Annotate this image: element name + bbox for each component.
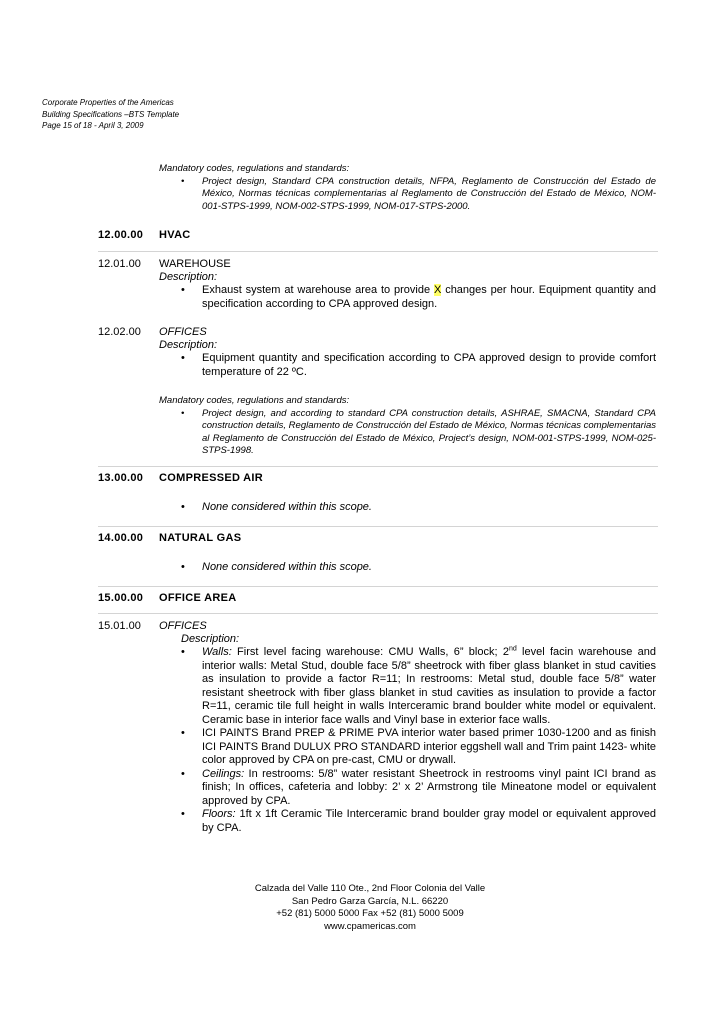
mandatory-codes-block-1 (159, 163, 656, 213)
header-line-1: Corporate Properties of the Americas (42, 98, 174, 107)
section-12-01-content (159, 258, 656, 311)
superscript: nd (508, 645, 517, 653)
bullet-icon: • (181, 352, 185, 364)
footer-website: www.cpamericas.com (324, 920, 416, 932)
list-item-text: None considered within this scope. (202, 561, 372, 573)
bullet-icon: • (181, 646, 185, 658)
page-footer (200, 883, 540, 933)
floors-label: Floors: (202, 808, 236, 820)
list-item (159, 561, 656, 575)
list-item-walls (159, 646, 656, 727)
description-label: Description: (181, 633, 240, 645)
section-title: HVAC (159, 229, 191, 241)
list-item-text: Equipment quantity and specification according to CPA approved design to provide comfort temperature of 22 ºC. (202, 352, 656, 378)
divider (98, 251, 658, 252)
list-item-paint (159, 727, 656, 768)
section-number: 15.00.00 (98, 592, 144, 604)
section-title: OFFICE AREA (159, 592, 237, 604)
section-title: OFFICES (159, 620, 207, 632)
section-number: 13.00.00 (98, 472, 144, 484)
header-line-2: Building Specifications –BTS Template (42, 109, 180, 119)
walls-text-a: First level facing warehouse: CMU Walls, 6” block; 2 (231, 646, 509, 658)
section-title: OFFICES (159, 326, 207, 338)
section-number: 15.01.00 (98, 620, 141, 632)
ceilings-text: In restrooms: 5/8” water resistant Sheetrock in restrooms vinyl paint ICI brand as finish; In offices, cafeteria and lobby: 2’ x 2’ Armstrong tile Mineatone model or equivalent approved by CPA. (202, 767, 656, 807)
bullet-icon: • (181, 767, 185, 780)
ceilings-label: Ceilings: (202, 767, 245, 780)
divider (98, 466, 658, 467)
list-item-text-post: changes per hour. Equipment quantity and specification according to CPA approved design. (202, 284, 656, 310)
footer-phone-line: +52 (81) 5000 5000 Fax +52 (81) 5000 5009 (276, 908, 464, 919)
bullet-icon: • (181, 501, 185, 513)
list-item-text: Project design, and according to standard CPA construction details, ASHRAE, SMACNA, Standard CPA construction details, Reglamento de Construcción del Estado de México, Normas técnicas complementarias al Reglamento de Construcción del Estado de México, Project’s design, NOM-001-STPS-1999, NOM-025-STPS-1998. (202, 407, 656, 456)
section-number: 12.00.00 (98, 229, 144, 241)
running-header (42, 97, 179, 132)
section-14-content (159, 561, 656, 575)
section-number: 12.01.00 (98, 258, 141, 270)
mandatory-codes-block-2 (159, 395, 656, 458)
description-label: Description: (159, 339, 218, 351)
divider (98, 526, 658, 527)
section-number: 14.00.00 (98, 532, 144, 544)
list-item-text-pre: Exhaust system at warehouse area to provide (202, 284, 434, 296)
header-line-3: Page 15 of 18 - April 3, 2009 (42, 121, 144, 130)
divider (98, 613, 658, 614)
bullet-icon: • (181, 561, 185, 573)
footer-address-line: Calzada del Valle 110 Ote., 2nd Floor Colonia del Valle (254, 883, 486, 894)
floors-text: 1ft x 1ft Ceramic Tile Interceramic brand boulder gray model or equivalent approved by CPA. (202, 808, 656, 834)
list-item-floors (159, 808, 656, 835)
mandatory-label: Mandatory codes, regulations and standards: (159, 395, 350, 406)
bullet-icon: • (181, 175, 185, 187)
bullet-icon: • (181, 284, 185, 296)
description-label: Description: (159, 271, 218, 283)
section-13-content (159, 501, 656, 515)
list-item-text: Project design, Standard CPA construction details, NFPA, Reglamento de Construcción del Estado de México, Normas técnicas complementarias al Reglamento de Construcción del Estado de México, NOM-001-STPS-1999, NOM-002-STPS-1999, NOM-017-STPS-2000. (202, 175, 656, 212)
list-item (159, 501, 656, 515)
list-item (159, 284, 656, 311)
footer-city-line: San Pedro Garza García, N.L. 66220 (291, 895, 449, 907)
walls-text-b: level facin warehouse and interior walls: Metal Stud, double face 5/8” sheetrock with fiber glass blanket in stud cavities as insulation to provide a factor R=11; In restrooms: Metal stud, double face 5/8” water resistant sheetrock with fiber glass blanket in stud cavities as insulation to provide a factor R=11, ceramic tile full height in walls Interceramic brand boulder white model or equivalent. Ceramic base in interior face walls and Vinyl base in exterior face walls. (202, 646, 656, 726)
list-item (159, 176, 656, 214)
highlighted-placeholder: X (433, 284, 442, 296)
list-item-text: None considered within this scope. (202, 501, 372, 513)
divider (98, 586, 658, 587)
bullet-icon: • (181, 808, 185, 820)
mandatory-label: Mandatory codes, regulations and standards: (159, 163, 350, 174)
bullet-icon: • (181, 407, 185, 419)
walls-label: Walls: (202, 646, 232, 658)
section-15-01-content (159, 620, 656, 835)
list-item-text: ICI PAINTS Brand PREP & PRIME PVA interior water based primer 1030-1200 and as finish ICI PAINTS Brand DULUX PRO STANDARD interior eggshell wall and Trim paint 1423- white color approved by CPA on pre-cast, CMU or drywall. (202, 727, 656, 766)
section-title: NATURAL GAS (159, 532, 242, 544)
section-title: COMPRESSED AIR (159, 472, 264, 484)
section-number: 12.02.00 (98, 326, 141, 338)
list-item (159, 408, 656, 458)
list-item (159, 352, 656, 379)
section-12-02-content (159, 326, 656, 379)
list-item-ceilings (159, 768, 656, 809)
bullet-icon: • (181, 727, 185, 739)
section-title: WAREHOUSE (159, 258, 231, 270)
